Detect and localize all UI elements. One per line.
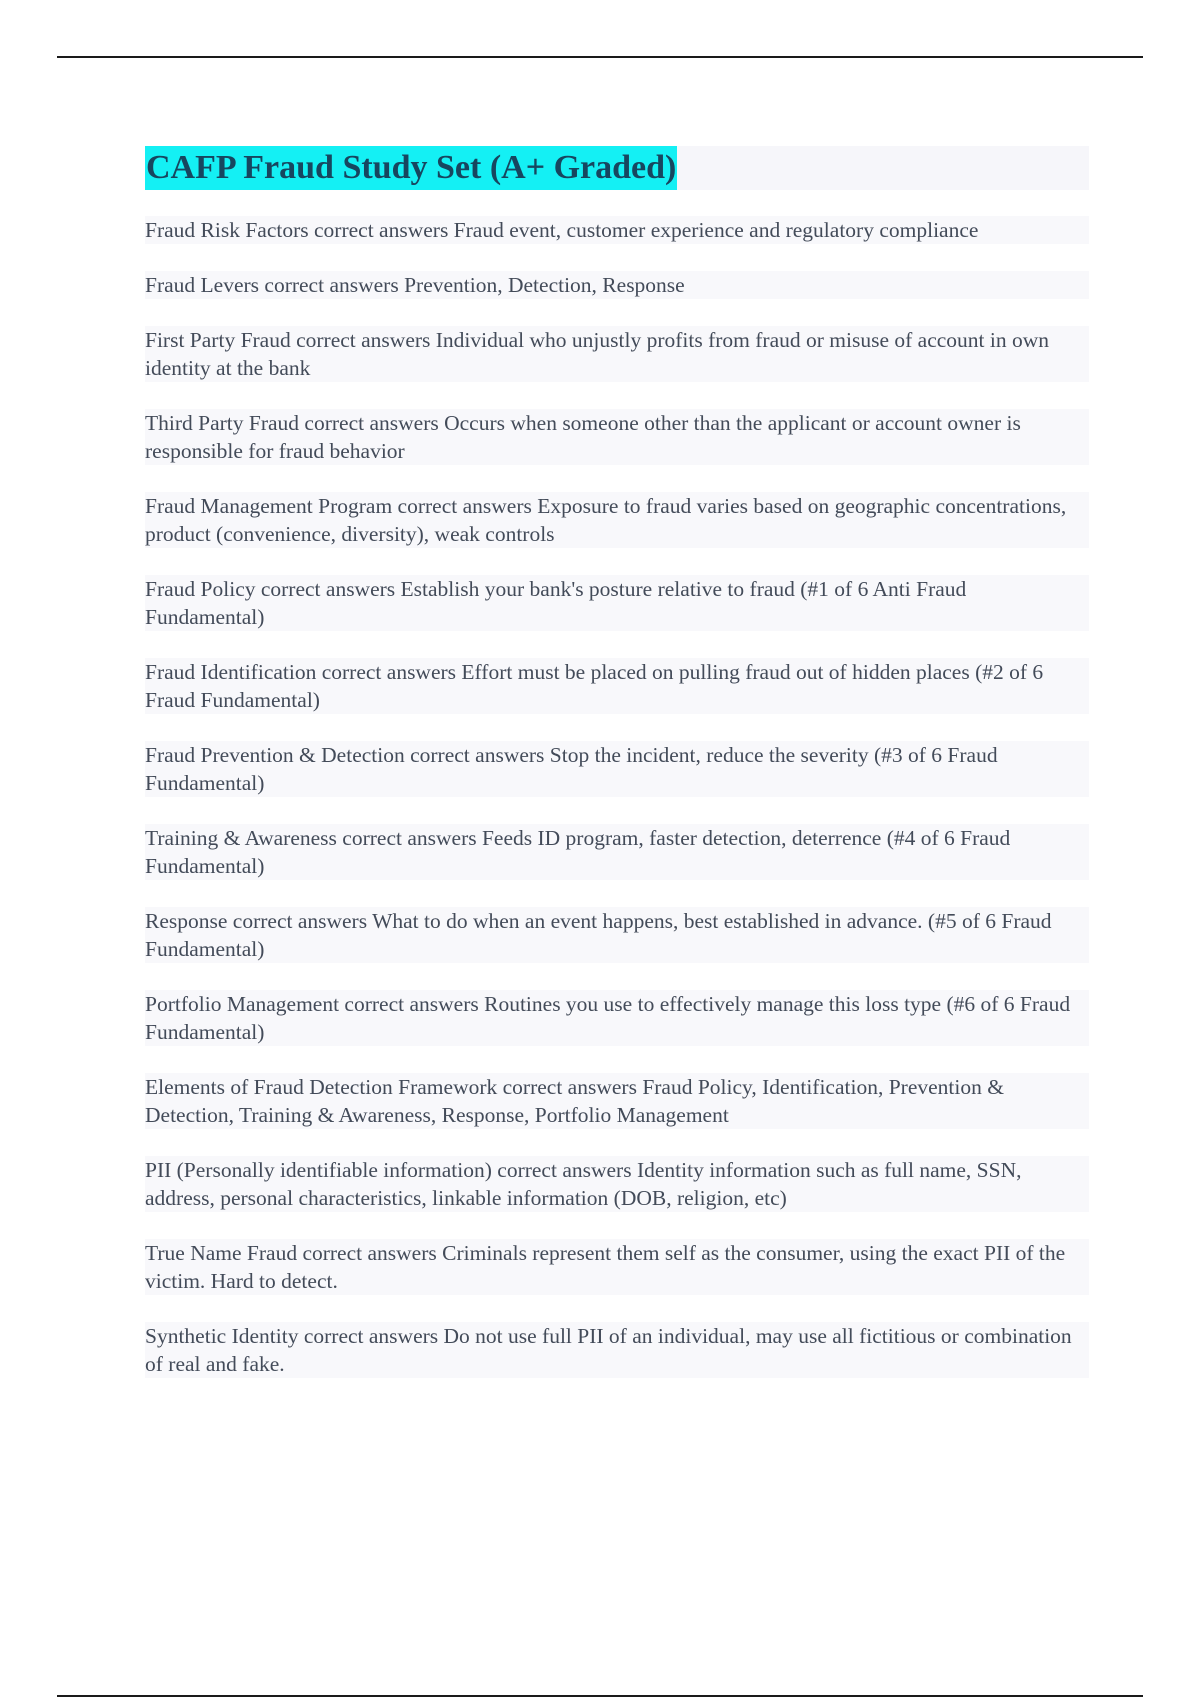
study-entry: Training & Awareness correct answers Feeds ID program, faster detection, deterrence (#4 of 6 Fraud Fundamental) [145, 824, 1089, 880]
bottom-rule [57, 1695, 1143, 1697]
study-entry: Fraud Levers correct answers Prevention, Detection, Response [145, 271, 1089, 299]
document-body [145, 146, 1089, 1405]
study-entry: Fraud Management Program correct answers Exposure to fraud varies based on geographic concentrations, product (convenience, diversity), weak controls [145, 492, 1089, 548]
study-entry: Fraud Risk Factors correct answers Fraud event, customer experience and regulatory compliance [145, 216, 1089, 244]
study-entry: PII (Personally identifiable information) correct answers Identity information such as full name, SSN, address, personal characteristics, linkable information (DOB, religion, etc) [145, 1156, 1089, 1212]
study-entry: Synthetic Identity correct answers Do not use full PII of an individual, may use all fictitious or combination of real and fake. [145, 1322, 1089, 1378]
study-entry: True Name Fraud correct answers Criminals represent them self as the consumer, using the exact PII of the victim. Hard to detect. [145, 1239, 1089, 1295]
study-entry: Fraud Identification correct answers Effort must be placed on pulling fraud out of hidden places (#2 of 6 Fraud Fundamental) [145, 658, 1089, 714]
study-entry: First Party Fraud correct answers Individual who unjustly profits from fraud or misuse of account in own identity at the bank [145, 326, 1089, 382]
study-entry: Portfolio Management correct answers Routines you use to effectively manage this loss type (#6 of 6 Fraud Fundamental) [145, 990, 1089, 1046]
study-entry: Elements of Fraud Detection Framework correct answers Fraud Policy, Identification, Prevention & Detection, Training & Awareness, Response, Portfolio Management [145, 1073, 1089, 1129]
title-bar [145, 146, 1089, 190]
study-entry: Response correct answers What to do when an event happens, best established in advance. (#5 of 6 Fraud Fundamental) [145, 907, 1089, 963]
study-entry: Fraud Prevention & Detection correct answers Stop the incident, reduce the severity (#3 of 6 Fraud Fundamental) [145, 741, 1089, 797]
top-rule [57, 56, 1143, 58]
document-title: CAFP Fraud Study Set (A+ Graded) [145, 146, 677, 190]
study-entry: Third Party Fraud correct answers Occurs when someone other than the applicant or account owner is responsible for fraud behavior [145, 409, 1089, 465]
study-entry: Fraud Policy correct answers Establish your bank's posture relative to fraud (#1 of 6 Anti Fraud Fundamental) [145, 575, 1089, 631]
